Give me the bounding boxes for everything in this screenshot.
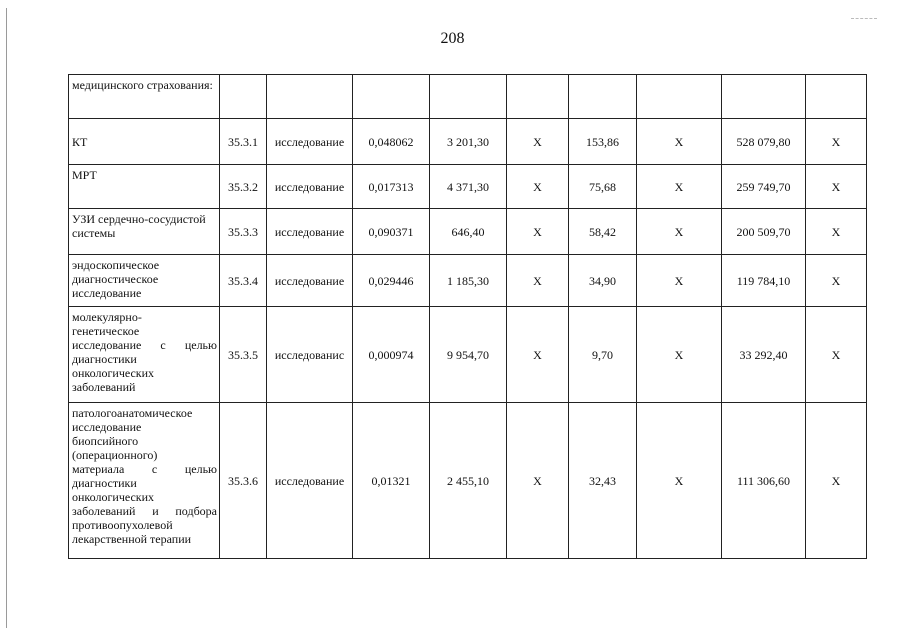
name-line: онкологических: [72, 490, 155, 504]
x-cell: [637, 75, 722, 119]
unit-cell: [267, 75, 353, 119]
code-cell: 35.3.3: [220, 209, 267, 255]
name-line: патологоанатомическое: [72, 406, 193, 420]
name-line: исследование: [72, 420, 142, 434]
table-row: [69, 75, 867, 119]
x-cell: [507, 75, 569, 119]
x-cell: X: [637, 255, 722, 307]
x-cell: X: [507, 119, 569, 165]
x-cell: X: [806, 403, 867, 559]
unit-cell: исследование: [267, 403, 353, 559]
x-cell: X: [507, 165, 569, 209]
table-row: [69, 403, 867, 559]
x-cell: X: [806, 209, 867, 255]
row-name-cell: КТ: [69, 119, 220, 165]
code-cell: 35.3.2: [220, 165, 267, 209]
value-cell: 75,68: [569, 165, 637, 209]
norm-cell: 0,029446: [353, 255, 430, 307]
x-cell: X: [637, 209, 722, 255]
name-line: противоопухолевой: [72, 518, 173, 532]
row-name-cell: [69, 403, 220, 559]
norm-cell: 0,090371: [353, 209, 430, 255]
x-cell: X: [637, 403, 722, 559]
norm-cell: 0,000974: [353, 307, 430, 403]
name-line: онкологических: [72, 366, 155, 380]
tariff-table: [68, 74, 867, 559]
row-name-cell: МРТ: [69, 165, 220, 209]
sum-cell: 528 079,80: [722, 119, 806, 165]
x-cell: X: [806, 307, 867, 403]
value-cell: [569, 75, 637, 119]
sum-cell: 259 749,70: [722, 165, 806, 209]
value-cell: 153,86: [569, 119, 637, 165]
x-cell: X: [637, 165, 722, 209]
table-row: [69, 119, 867, 165]
sum-cell: 200 509,70: [722, 209, 806, 255]
unit-cell: исследованис: [267, 307, 353, 403]
name-line: диагностики: [72, 476, 137, 490]
x-cell: X: [806, 255, 867, 307]
value-cell: 32,43: [569, 403, 637, 559]
cost-cell: [430, 75, 507, 119]
norm-cell: 0,017313: [353, 165, 430, 209]
code-cell: 35.3.4: [220, 255, 267, 307]
table-row: [69, 307, 867, 403]
code-cell: 35.3.6: [220, 403, 267, 559]
name-line: (операционного): [72, 448, 158, 462]
x-cell: X: [507, 255, 569, 307]
cost-cell: 4 371,30: [430, 165, 507, 209]
x-cell: X: [806, 165, 867, 209]
row-name-cell: УЗИ сердечно-сосудистой системы: [69, 209, 220, 255]
value-cell: 58,42: [569, 209, 637, 255]
row-name-cell: медицинского страхования:: [69, 75, 220, 119]
row-name-cell: эндоскопическое диагностическое исследование: [69, 255, 220, 307]
norm-cell: 0,01321: [353, 403, 430, 559]
unit-cell: исследование: [267, 165, 353, 209]
name-line: исследование с целью: [72, 338, 217, 352]
name-line: генетическое: [72, 324, 140, 338]
x-cell: X: [507, 403, 569, 559]
name-line: диагностики: [72, 352, 137, 366]
scan-mark: [851, 18, 877, 19]
code-cell: [220, 75, 267, 119]
table-row: [69, 255, 867, 307]
cost-cell: 1 185,30: [430, 255, 507, 307]
name-line: лекарственной терапии: [72, 532, 192, 546]
unit-cell: исследование: [267, 119, 353, 165]
name-line: молекулярно-: [72, 310, 142, 324]
sum-cell: 111 306,60: [722, 403, 806, 559]
table-row: [69, 165, 867, 209]
name-line: биопсийного: [72, 434, 139, 448]
row-name-cell: [69, 307, 220, 403]
cost-cell: 3 201,30: [430, 119, 507, 165]
x-cell: X: [637, 307, 722, 403]
sum-cell: [722, 75, 806, 119]
sum-cell: 33 292,40: [722, 307, 806, 403]
value-cell: 34,90: [569, 255, 637, 307]
unit-cell: исследование: [267, 255, 353, 307]
norm-cell: [353, 75, 430, 119]
x-cell: [806, 75, 867, 119]
cost-cell: 2 455,10: [430, 403, 507, 559]
page-number: 208: [440, 30, 465, 47]
x-cell: X: [507, 209, 569, 255]
unit-cell: исследование: [267, 209, 353, 255]
code-cell: 35.3.1: [220, 119, 267, 165]
name-line: заболеваний и подбора: [72, 504, 217, 518]
x-cell: X: [637, 119, 722, 165]
value-cell: 9,70: [569, 307, 637, 403]
x-cell: X: [806, 119, 867, 165]
code-cell: 35.3.5: [220, 307, 267, 403]
cost-cell: 646,40: [430, 209, 507, 255]
sum-cell: 119 784,10: [722, 255, 806, 307]
norm-cell: 0,048062: [353, 119, 430, 165]
name-line: материала с целью: [72, 462, 217, 476]
name-line: заболеваний: [72, 380, 136, 394]
cost-cell: 9 954,70: [430, 307, 507, 403]
table-row: [69, 209, 867, 255]
page-left-edge: [6, 8, 7, 628]
x-cell: X: [507, 307, 569, 403]
